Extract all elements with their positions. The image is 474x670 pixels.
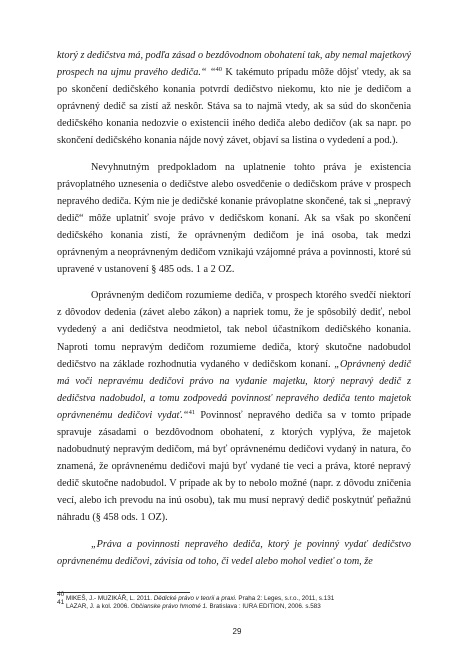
footnote-publisher: Praha 2: Leges, s.r.o., 2011, s.131 xyxy=(236,595,335,602)
page-number: 29 xyxy=(232,627,242,636)
paragraph-4 xyxy=(57,536,411,570)
footnote-title: Dědické právo v teorii a praxi. xyxy=(153,595,237,602)
footnote-ref-40: 40 xyxy=(215,66,223,74)
quote-text: „Oprávnený dedič má voči nepravému dedičovi právo na vydanie majetku, ktorý nepravý dedič z dedičstva nadobudol, a tomu zodpovedá povinnosť nepravého dediča tento majetok oprávnenému dedičovi vydať.“ xyxy=(57,358,411,421)
footnote-ref-41: 41 xyxy=(188,408,196,416)
paragraph-text: Povinnosť nepravého dediča sa v tomto prípade spravuje zásadami o bezdôvodnom obohatení, z ktorých vyplýva, že majetok nadobudnutý nepravým dedičom, má byť oprávnenému dedičovi vydaný in natura, čo znamená, že oprávnenému dedičovi majú byť vydané tie veci a práva, ktoré nepravý dedič skutočne nadobudol. V prípade ak by to nebolo možné (napr. z dôvodu zničenia vecí, alebo ich prevodu na inú osobu), tak mu musí nepravý dedič poskytnúť peňažnú náhradu (§ 458 ods. 1 OZ). xyxy=(57,409,411,524)
footnote-41 xyxy=(57,599,417,611)
quote-text: „Práva a povinnosti nepravého dediča, ktorý je povinný vydať dedičstvo oprávnenému dedičovi, závisia od toho, či vedel alebo mohol vedieť o tom, že xyxy=(57,538,411,567)
footnotes xyxy=(57,591,417,612)
body-text xyxy=(57,47,411,579)
footnote-authors: LAZAR, J. a kol. 2006. xyxy=(64,603,131,611)
paragraph-2 xyxy=(57,159,411,279)
paragraph-text: K takémuto prípadu môže dôjsť vtedy, ak sa po skončení dedičského konania potvrdí dedičstvo niekomu, kto nie je dedičom a oprávnený dedič sa zistí až neskôr. Stáva sa to najmä vtedy, ak sa súd do skončenia dedičského konania nedozvie o existencii iného dediča alebo dedičov (ak sa napr. po skončení dedičského konania nájde nový závet, objaví sa listina o vydedení a pod.). xyxy=(57,67,411,147)
footnote-separator xyxy=(57,592,190,593)
footnote-title: Občianske právo hmotné 1. xyxy=(130,603,208,611)
footnote-authors: MIKEŠ, J.- MUZIKÁŘ, L. 2011. xyxy=(64,595,154,602)
footnote-publisher: Bratislava : IURA EDITION, 2006. s.583 xyxy=(207,603,321,611)
paragraph-text: Oprávneným dedičom rozumieme dediča, v prospech ktorého svedčí niektorí z dôvodov dedenia (závet alebo zákon) a napriek tomu, že je spôsobilý dediť, nebol vydedený a ani dedičstva neodmietol, tak nebol účastníkom dedičského konania. Naproti tomu nepravým dedičom rozumieme dediča, ktorý skutočne nadobudol dedičstvo na základe rozhodnutia vydaného v dedičskom konaní. xyxy=(57,290,411,370)
quote-text: ktorý z dedičstva má, podľa zásad o bezdôvodnom obohatení tak, aby nemal majetkový prospech na ujmu pravého dediča.“ “ xyxy=(57,50,411,79)
paragraph-1 xyxy=(57,47,411,150)
footnote-number: 41 xyxy=(57,599,65,607)
paragraph-3 xyxy=(57,287,411,526)
footnote-number: 40 xyxy=(57,591,65,598)
paragraph-text: Nevyhnutným predpokladom na uplatnenie tohto práva je existencia právoplatného uznesenia o dedičstve alebo osvedčenie o dedičskom práve v prospech nepravého dediča. Kým nie je dedičské konanie právoplatne skončené, tak si „nepravý dedič“ môže uplatniť svoje právo v dedičskom konaní. Ak sa však po skončení dedičského konania zistí, že oprávneným dedičom je iná osoba, tak medzi oprávneným a neoprávneným dedičom vznikajú vzájomné práva a povinnosti, ktoré sú upravené v ustanovení § 485 ods. 1 a 2 OZ. xyxy=(57,161,411,276)
